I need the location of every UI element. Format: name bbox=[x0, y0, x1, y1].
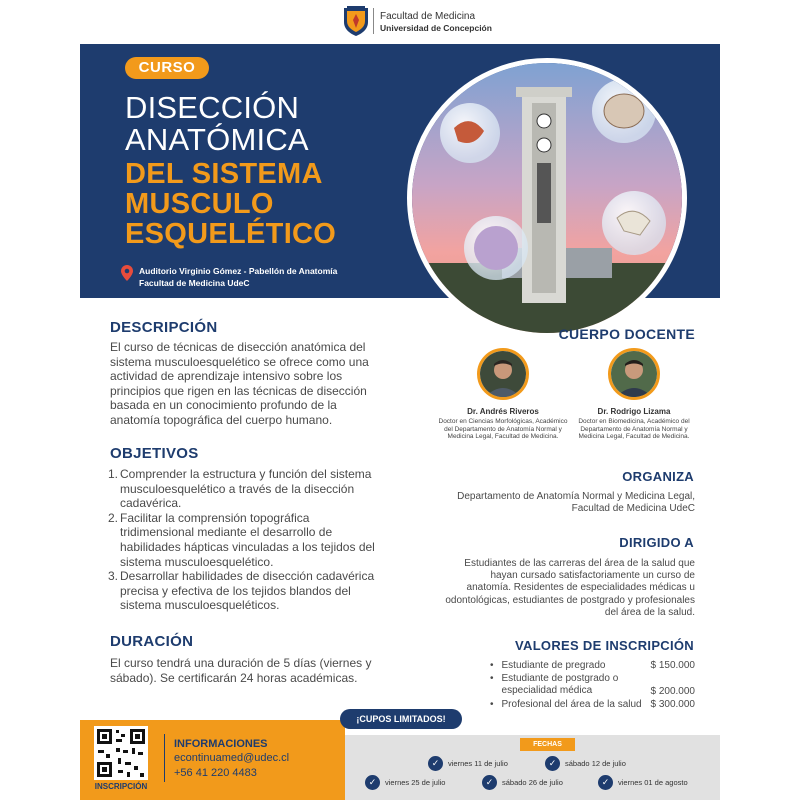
date-text: viernes 01 de agosto bbox=[618, 778, 688, 787]
location-line-2: Facultad de Medicina UdeC bbox=[139, 278, 250, 288]
check-icon: ✓ bbox=[365, 775, 380, 790]
list-item bbox=[490, 660, 695, 671]
teacher-photo-icon bbox=[480, 351, 526, 397]
list-item bbox=[108, 511, 376, 569]
subtitle-line-3: ESQUELÉTICO bbox=[125, 218, 337, 250]
limited-spots-badge: ¡CUPOS LIMITADOS! bbox=[340, 709, 462, 729]
course-badge: CURSO bbox=[125, 57, 209, 79]
check-icon: ✓ bbox=[482, 775, 497, 790]
title-line-2: ANATÓMICA bbox=[125, 122, 309, 157]
fee-price: $ 200.000 bbox=[650, 686, 695, 697]
bullet-icon: • bbox=[490, 699, 494, 710]
clock-tower-illustration bbox=[412, 63, 682, 333]
check-icon: ✓ bbox=[428, 756, 443, 771]
location-line-1: Auditorio Virginio Gómez - Pabellón de Anatomía bbox=[139, 266, 338, 276]
descripcion-heading: DESCRIPCIÓN bbox=[110, 319, 218, 336]
date-text: viernes 11 de julio bbox=[448, 759, 508, 768]
udec-shield-logo bbox=[343, 6, 369, 36]
date-item bbox=[428, 756, 508, 771]
date-item bbox=[598, 775, 688, 790]
organiza-heading: ORGANIZA bbox=[622, 469, 694, 484]
teacher-photo-icon bbox=[611, 351, 657, 397]
hero-clock-tower-image bbox=[407, 58, 687, 338]
list-text: Desarrollar habilidades de disección cadavérica precisa y efectiva de los tejidos blandos del sistema musculoesqueléticos. bbox=[120, 569, 375, 613]
fees-list bbox=[490, 660, 695, 710]
bullet-icon: • bbox=[490, 673, 494, 684]
teacher-name-2: Dr. Rodrigo Lizama bbox=[597, 407, 671, 416]
duracion-text: El curso tendrá una duración de 5 días (viernes y sábado). Se certificarán 24 horas académicas. bbox=[110, 656, 372, 685]
location-pin-icon bbox=[121, 265, 133, 281]
contact-phone[interactable]: +56 41 220 4483 bbox=[174, 767, 257, 779]
list-text: Facilitar la comprensión topográfica tridimensional mediante el desarrollo de habilidades hápticas vinculadas a los tejidos del sistema musculoesquelético. bbox=[120, 510, 375, 569]
date-item bbox=[365, 775, 445, 790]
date-item bbox=[545, 756, 626, 771]
subtitle-line-2: MUSCULO bbox=[125, 188, 274, 220]
teacher-desc-1: Doctor en Ciencias Morfológicas, Académico del Departamento de Anatomía Normal y Medicina Legal, Facultad de Medicina. bbox=[438, 418, 568, 441]
fee-price: $ 300.000 bbox=[650, 699, 695, 710]
objetivos-heading: OBJETIVOS bbox=[110, 445, 199, 462]
date-text: sábado 26 de julio bbox=[502, 778, 563, 787]
faculty-name: Facultad de Medicina bbox=[380, 11, 476, 22]
contact-email[interactable]: econtinuamed@udec.cl bbox=[174, 752, 290, 764]
university-name: Universidad de Concepción bbox=[380, 23, 492, 33]
qr-label: INSCRIPCIÓN bbox=[94, 782, 148, 791]
organiza-text: Departamento de Anatomía Normal y Medicina Legal, Facultad de Medicina UdeC bbox=[457, 491, 695, 515]
logo-divider bbox=[373, 8, 374, 34]
fee-label: Estudiante de postgrado o especialidad médica bbox=[501, 673, 619, 696]
list-item bbox=[108, 569, 376, 613]
check-icon: ✓ bbox=[598, 775, 613, 790]
teacher-name-1: Dr. Andrés Riveros bbox=[467, 407, 539, 416]
title-line-1: DISECCIÓN bbox=[125, 90, 300, 125]
avatar bbox=[608, 348, 660, 400]
fee-label: Profesional del área de la salud bbox=[501, 699, 642, 710]
list-number: 3. bbox=[108, 569, 119, 584]
duracion-heading: DURACIÓN bbox=[110, 633, 194, 650]
list-number: 1. bbox=[108, 467, 119, 481]
footer-divider bbox=[164, 734, 165, 782]
date-item bbox=[482, 775, 563, 790]
dates-label: FECHAS bbox=[520, 738, 575, 751]
teacher-desc-2: Doctor en Biomedicina, Académico del Departamento de Anatomía Normal y Medicina Legal, Facultad de Medicina. bbox=[578, 418, 690, 441]
date-text: viernes 25 de julio bbox=[385, 778, 446, 787]
list-item bbox=[490, 699, 695, 710]
valores-heading: VALORES DE INSCRIPCIÓN bbox=[515, 638, 694, 653]
list-number: 2. bbox=[108, 510, 119, 525]
descripcion-text: El curso de técnicas de disección anatómica del sistema musculoesquelético se ofrece como una actividad de aprendizaje intensivo sobre los principios que rigen en las técnicas de disección basada en un conocimiento profundo de la anatomía topográfica del cuerpo humano. bbox=[110, 340, 369, 427]
docentes-heading: CUERPO DOCENTE bbox=[558, 326, 695, 342]
objetivos-list bbox=[108, 467, 376, 613]
dirigido-heading: DIRIGIDO A bbox=[619, 535, 694, 550]
qr-code-icon[interactable] bbox=[94, 726, 148, 780]
check-icon: ✓ bbox=[545, 756, 560, 771]
list-item bbox=[490, 673, 695, 697]
list-text: Comprender la estructura y función del sistema musculoesquelético a través de la disección cadavérica. bbox=[120, 467, 372, 511]
subtitle-line-1: DEL SISTEMA bbox=[125, 158, 323, 190]
fee-label: Estudiante de pregrado bbox=[501, 660, 606, 671]
date-text: sábado 12 de julio bbox=[565, 759, 626, 768]
avatar bbox=[477, 348, 529, 400]
location-text bbox=[139, 265, 337, 289]
bullet-icon: • bbox=[490, 660, 494, 671]
dirigido-text: Estudiantes de las carreras del área de la salud que hayan cursado satisfactoriamente un curso de anatomía. Residentes de especialidades médicas u odontológicas, estudiantes de postgrado y profesionales del área de la salud. bbox=[445, 558, 695, 618]
fee-price: $ 150.000 bbox=[650, 660, 695, 671]
list-item bbox=[108, 467, 376, 511]
info-heading: INFORMACIONES bbox=[174, 738, 268, 750]
